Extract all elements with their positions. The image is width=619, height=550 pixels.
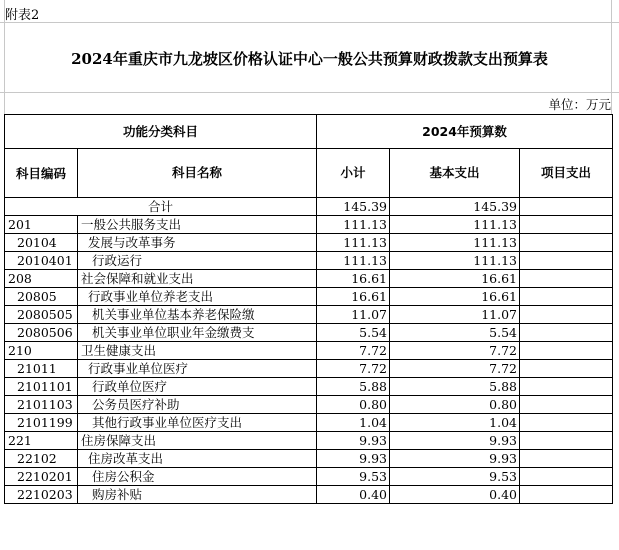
row-basic: 5.54 [390, 324, 520, 342]
table-row [5, 288, 613, 306]
row-name: 住房公积金 [78, 468, 317, 486]
row-basic: 16.61 [390, 288, 520, 306]
row-code: 20805 [5, 288, 78, 306]
row-subtotal: 0.80 [317, 396, 390, 414]
page-title: 2024年重庆市九龙坡区价格认证中心一般公共预算财政拨款支出预算表 [71, 50, 548, 68]
row-project [520, 270, 613, 288]
row-subtotal: 111.13 [317, 252, 390, 270]
table-row [5, 306, 613, 324]
row-name: 社会保障和就业支出 [78, 270, 317, 288]
row-basic: 111.13 [390, 234, 520, 252]
budget-table [4, 114, 613, 504]
row-subtotal: 9.93 [317, 432, 390, 450]
row-code: 221 [5, 432, 78, 450]
table-row [5, 324, 613, 342]
row-name: 公务员医疗补助 [78, 396, 317, 414]
basic-column-header: 基本支出 [390, 149, 520, 198]
row-project [520, 360, 613, 378]
row-subtotal: 111.13 [317, 234, 390, 252]
table-row [5, 252, 613, 270]
project-column-header: 项目支出 [520, 149, 613, 198]
budget-year-header: 2024年预算数 [317, 115, 613, 149]
annex-label: 附表2 [5, 8, 40, 23]
row-name: 一般公共服务支出 [78, 216, 317, 234]
row-project [520, 432, 613, 450]
total-row [5, 198, 613, 216]
total-basic: 145.39 [390, 198, 520, 216]
table-row [5, 468, 613, 486]
sheet-gridline [0, 22, 619, 23]
row-subtotal: 111.13 [317, 216, 390, 234]
row-project [520, 234, 613, 252]
row-code: 201 [5, 216, 78, 234]
sheet-gridline [0, 92, 619, 93]
row-code: 208 [5, 270, 78, 288]
row-basic: 9.53 [390, 468, 520, 486]
row-name: 行政事业单位医疗 [78, 360, 317, 378]
row-basic: 9.93 [390, 432, 520, 450]
row-code: 2210203 [5, 486, 78, 504]
unit-label: 单位：万元 [548, 97, 611, 112]
header-row-2 [5, 149, 613, 198]
table-row [5, 486, 613, 504]
row-name: 住房保障支出 [78, 432, 317, 450]
row-name: 卫生健康支出 [78, 342, 317, 360]
table-row [5, 342, 613, 360]
row-name: 行政事业单位养老支出 [78, 288, 317, 306]
row-code: 2101103 [5, 396, 78, 414]
total-project [520, 198, 613, 216]
row-basic: 11.07 [390, 306, 520, 324]
header-row-1 [5, 115, 613, 149]
row-subtotal: 5.88 [317, 378, 390, 396]
row-project [520, 396, 613, 414]
row-name: 购房补贴 [78, 486, 317, 504]
row-name: 机关事业单位职业年金缴费支 [78, 324, 317, 342]
row-name: 机关事业单位基本养老保险缴 [78, 306, 317, 324]
row-subtotal: 7.72 [317, 360, 390, 378]
func-category-header: 功能分类科目 [5, 115, 317, 149]
row-basic: 111.13 [390, 216, 520, 234]
code-column-header: 科目编码 [5, 149, 78, 198]
table-row [5, 270, 613, 288]
row-project [520, 252, 613, 270]
row-code: 2101101 [5, 378, 78, 396]
row-project [520, 450, 613, 468]
row-basic: 111.13 [390, 252, 520, 270]
row-basic: 0.80 [390, 396, 520, 414]
row-basic: 7.72 [390, 360, 520, 378]
row-subtotal: 7.72 [317, 342, 390, 360]
row-project [520, 378, 613, 396]
table-row [5, 450, 613, 468]
table-row [5, 216, 613, 234]
total-subtotal: 145.39 [317, 198, 390, 216]
row-code: 2080506 [5, 324, 78, 342]
row-basic: 5.88 [390, 378, 520, 396]
row-project [520, 468, 613, 486]
row-project [520, 324, 613, 342]
row-code: 2080505 [5, 306, 78, 324]
row-subtotal: 5.54 [317, 324, 390, 342]
row-subtotal: 9.53 [317, 468, 390, 486]
row-name: 其他行政事业单位医疗支出 [78, 414, 317, 432]
row-code: 2210201 [5, 468, 78, 486]
row-basic: 7.72 [390, 342, 520, 360]
row-subtotal: 1.04 [317, 414, 390, 432]
total-label: 合计 [5, 198, 317, 216]
table-row [5, 378, 613, 396]
row-code: 21011 [5, 360, 78, 378]
row-project [520, 288, 613, 306]
row-subtotal: 9.93 [317, 450, 390, 468]
row-name: 住房改革支出 [78, 450, 317, 468]
row-code: 2101199 [5, 414, 78, 432]
row-code: 22102 [5, 450, 78, 468]
row-name: 行政单位医疗 [78, 378, 317, 396]
row-project [520, 216, 613, 234]
row-code: 2010401 [5, 252, 78, 270]
row-name: 行政运行 [78, 252, 317, 270]
row-subtotal: 11.07 [317, 306, 390, 324]
row-basic: 9.93 [390, 450, 520, 468]
table-row [5, 414, 613, 432]
row-code: 20104 [5, 234, 78, 252]
subtotal-column-header: 小计 [317, 149, 390, 198]
row-name: 发展与改革事务 [78, 234, 317, 252]
name-column-header: 科目名称 [78, 149, 317, 198]
row-subtotal: 16.61 [317, 270, 390, 288]
row-basic: 16.61 [390, 270, 520, 288]
row-basic: 0.40 [390, 486, 520, 504]
row-subtotal: 0.40 [317, 486, 390, 504]
table-row [5, 432, 613, 450]
row-code: 210 [5, 342, 78, 360]
table-row [5, 234, 613, 252]
row-project [520, 342, 613, 360]
row-project [520, 306, 613, 324]
row-project [520, 486, 613, 504]
table-row [5, 360, 613, 378]
row-project [520, 414, 613, 432]
row-basic: 1.04 [390, 414, 520, 432]
table-row [5, 396, 613, 414]
row-subtotal: 16.61 [317, 288, 390, 306]
